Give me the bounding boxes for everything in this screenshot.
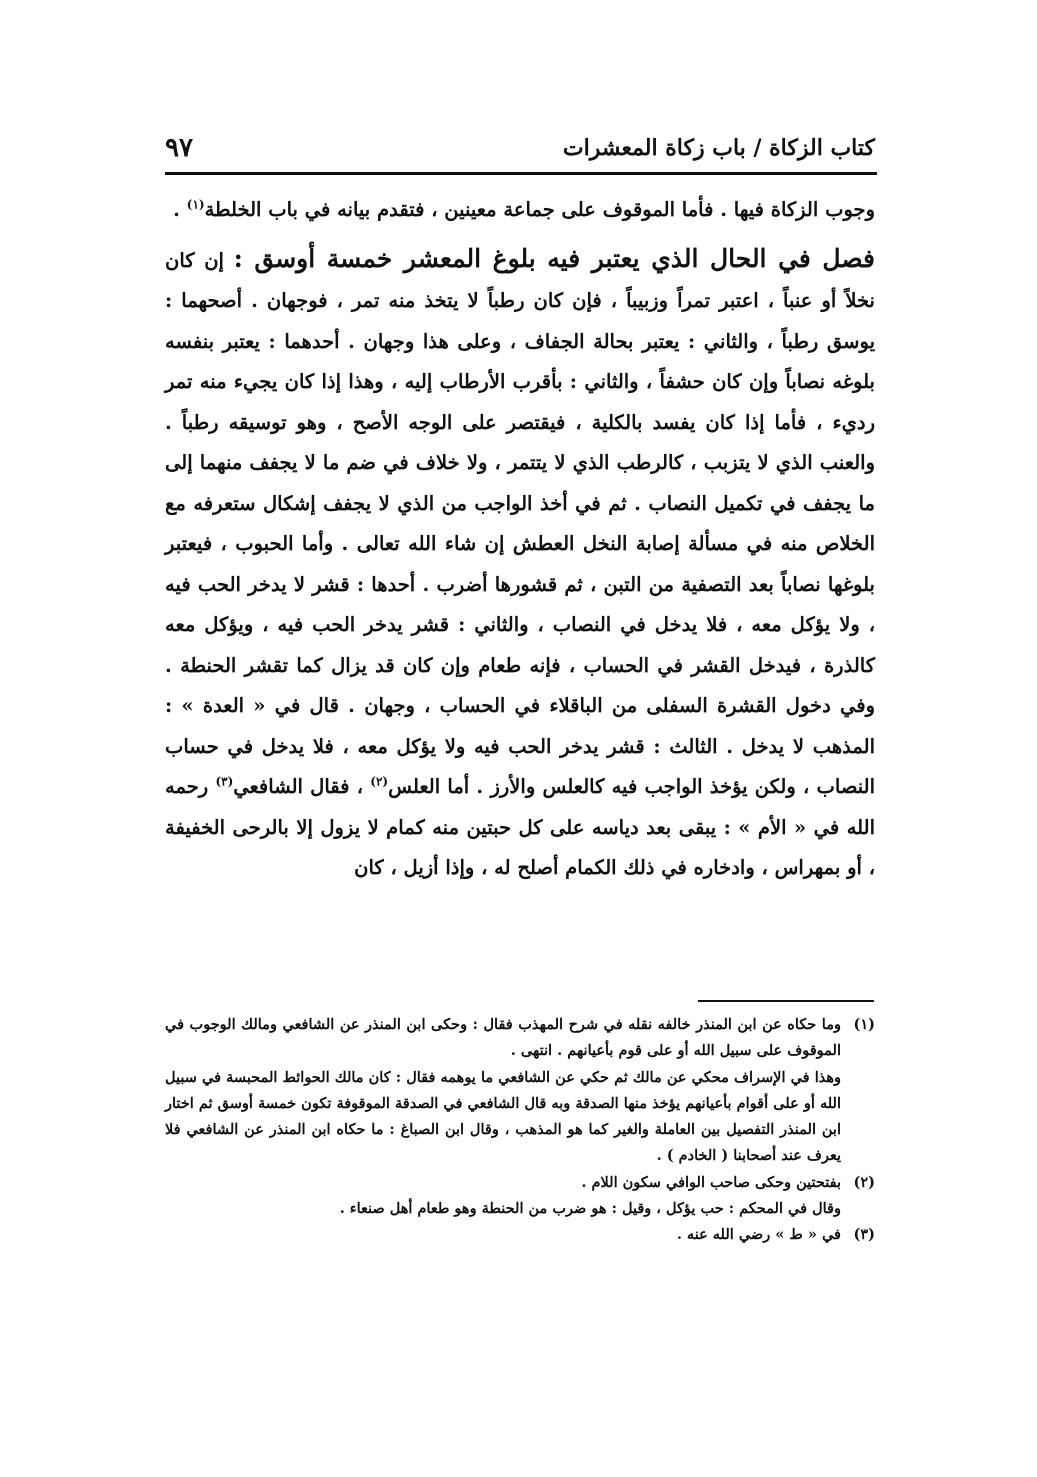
footnote-2: [165, 1170, 875, 1223]
footnote-line: وقال في المحكم : حب يؤكل ، وقيل : هو ضرب من الحنطة وهو طعام أهل صنعاء .: [339, 1200, 841, 1218]
footnote-line: بفتحتين وحكى صاحب الوافي سكون اللام .: [581, 1173, 841, 1191]
running-title: كتاب الزكاة / باب زكاة المعشرات: [562, 135, 875, 161]
footnote-body: [165, 1222, 841, 1248]
footnotes: [165, 1012, 875, 1249]
intro-end: .: [173, 198, 187, 221]
page-number: ٩٧: [165, 133, 193, 163]
section-text-3: رحمه الله في « الأم » : يبقى بعد دياسه على كل حبتين منه كمام لا يزول إلا بالرحى الخفيفة ، أو بمهراس ، وادخاره في ذلك الكمام أصلح له ، وإذا أزيل ، كان: [165, 775, 875, 879]
main-text: [165, 190, 875, 889]
footnote-line: وهذا في الإسراف محكي عن مالك ثم حكي عن الشافعي ما يوهمه فقال : كان مالك الحوائط المحبسة في سبيل الله أو على أقوام بأعيانهم يؤخذ منها الصدقة وبه قال الشافعي في الصدقة الموقوفة تكون خمسة أوسق ثم اختار ابن المنذر التفصيل بين العاملة والغير كما هو المذهب ، وقال ابن الصباغ : ما حكاه ابن المنذر عن الشافعي فلا يعرف عند أصحابنا ( الخادم ) .: [165, 1068, 841, 1165]
footnote-ref-3: (٣): [215, 774, 234, 789]
footnote-body: [165, 1012, 841, 1170]
header-rule: [165, 172, 877, 175]
page-header: [165, 128, 875, 168]
section-paragraph: [165, 239, 875, 889]
footnote-body: [165, 1170, 841, 1223]
footnote-number: (٢): [853, 1173, 875, 1191]
intro-text: وجوب الزكاة فيها . فأما الموقوف على جماعة معينين ، فتقدم بيانه في باب الخلطة: [204, 198, 875, 221]
footnote-separator: [698, 1000, 874, 1002]
footnote-ref-1: (١): [186, 197, 205, 212]
intro-paragraph: [165, 190, 875, 231]
section-text-2: ، فقال الشافعي: [233, 775, 371, 798]
footnote-number: (٣): [853, 1226, 875, 1244]
section-title: فصل في الحال الذي يعتبر فيه بلوغ المعشر خمسة أوسق :: [233, 243, 875, 273]
footnote-line: وما حكاه عن ابن المنذر خالفه نقله في شرح المهذب فقال : وحكى ابن المنذر عن الشافعي ومالك الوجوب في الموقوف على سبيل الله أو على قوم بأعيانهم . انتهى .: [165, 1016, 841, 1060]
footnote-1: [165, 1012, 875, 1170]
footnote-line: في « ط » رضي الله عنه .: [676, 1226, 841, 1244]
footnote-3: [165, 1222, 875, 1248]
footnote-number: (١): [853, 1016, 875, 1033]
footnote-ref-2: (٢): [370, 774, 389, 789]
section-text-1: إن كان نخلاً أو عنباً ، اعتبر تمراً وزبيباً ، فإن كان رطباً لا يتخذ منه تمر ، فوجهان . أصحهما : يوسق رطباً ، والثاني : يعتبر بحالة الجفاف ، وعلى هذا وجهان . أحدهما : يعتبر بنفسه بلوغه نصاباً وإن كان حشفاً ، والثاني : بأقرب الأرطاب إليه ، وهذا إذا كان يجيء منه تمر رديء ، فأما إذا كان يفسد بالكلية ، فيقتصر على الوجه الأصح ، وهو توسيقه رطباً . والعنب الذي لا يتزبب ، كالرطب الذي لا يتتمر ، ولا خلاف في ضم ما لا يجفف منهما إلى ما يجفف في تكميل النصاب . ثم في أخذ الواجب من الذي لا يجفف إشكال ستعرفه مع الخلاص منه في مسألة إصابة النخل العطش إن شاء الله تعالى . وأما الحبوب ، فيعتبر بلوغها نصاباً بعد التصفية من التبن ، ثم قشورها أضرب . أحدها : قشر لا يدخر الحب فيه ، ولا يؤكل معه ، فلا يدخل في النصاب ، والثاني : قشر يدخر الحب فيه ، ويؤكل معه كالذرة ، فيدخل القشر في الحساب ، فإنه طعام وإن كان قد يزال كما تقشر الحنطة . وفي دخول القشرة السفلى من الباقلاء في الحساب ، وجهان . قال في « العدة » : المذهب لا يدخل . الثالث : قشر يدخر الحب فيه ولا يؤكل معه ، فلا يدخل في حساب النصاب ، ولكن يؤخذ الواجب فيه كالعلس والأرز . أما العلس: [165, 248, 875, 798]
